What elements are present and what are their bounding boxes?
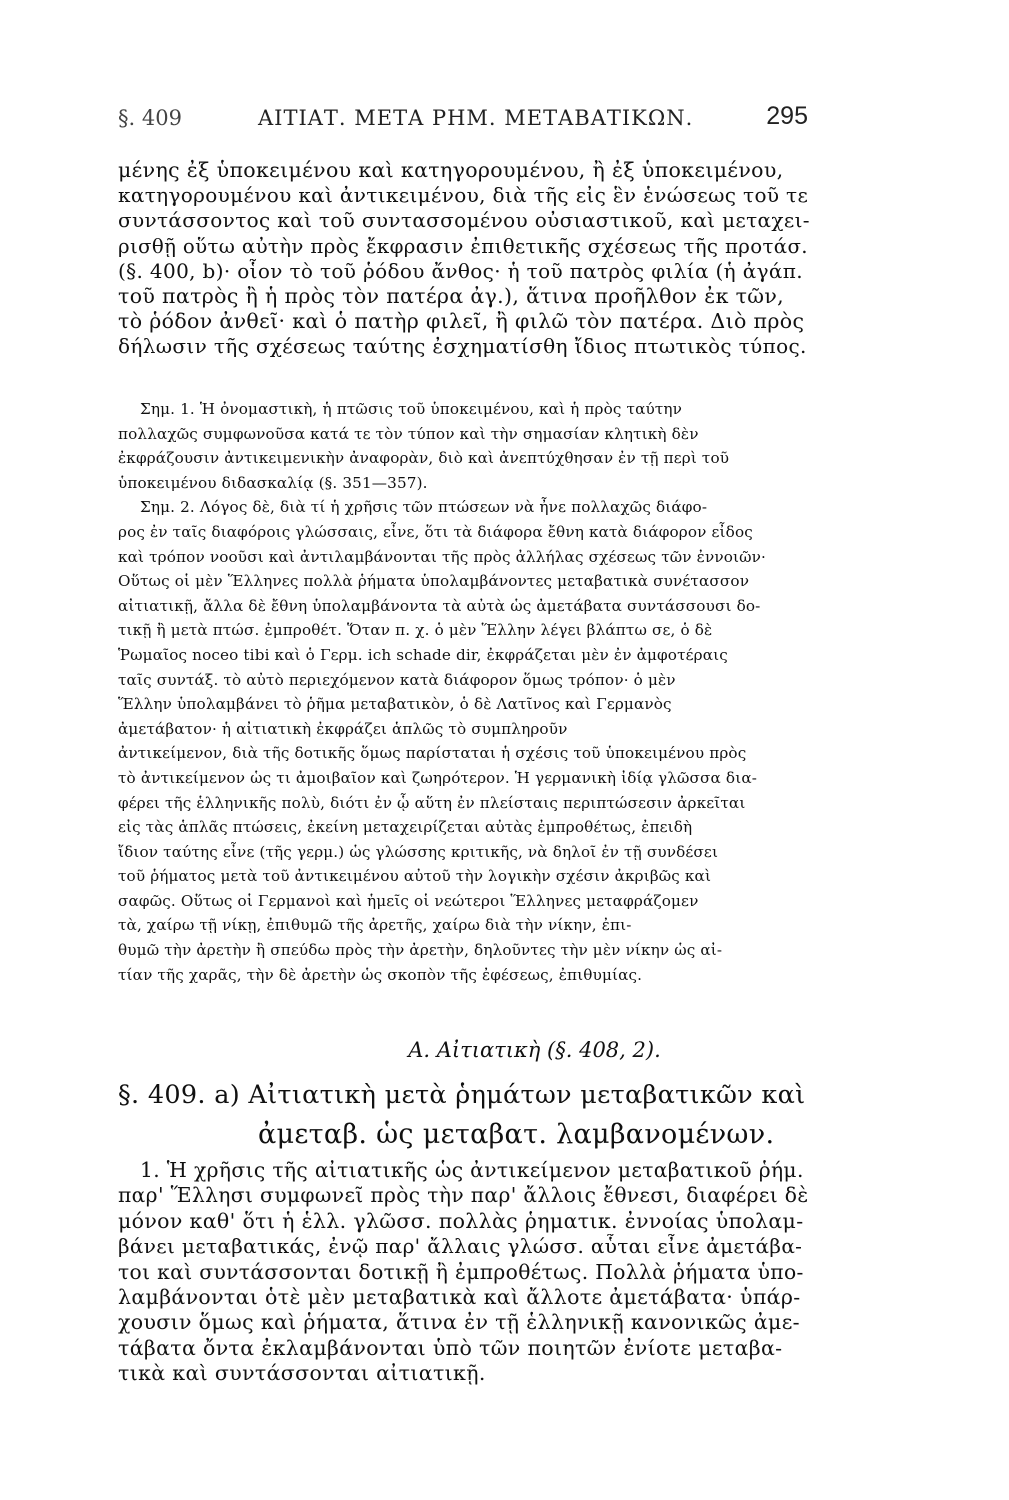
notes-section [118, 397, 810, 987]
note-line: εἰς τὰς ἁπλᾶς πτώσεις, ἐκείνη μεταχειρίζεται αὐτὰς ἐμπροθέτως, ἐπειδὴ [118, 818, 693, 837]
text-line: ρισθῇ οὕτω αὐτὴν πρὸς ἔκφρασιν ἐπιθετικῆς σχέσεως τῆς προτάσ. [118, 234, 808, 258]
note-line: τὰ, χαίρω τῇ νίκῃ, ἐπιθυμῶ τῆς ἀρετῆς, χαίρω διὰ τὴν νίκην, ἐπι- [118, 916, 632, 935]
text-line: δήλωσιν τῆς σχέσεως ταύτης ἐσχηματίσθη ἴδιος πτωτικὸς τύπος. [118, 334, 807, 359]
note-line: Ῥωμαῖος noceo tibi καὶ ὁ Γερμ. ich schade dir, ἐκφράζεται μὲν ἐν ἀμφοτέραις [118, 645, 728, 664]
note-line: ἐκφράζουσιν ἀντικειμενικὴν ἀναφορὰν, διὸ καὶ ἀνεπτύχθησαν ἐν τῇ περὶ τοῦ [118, 449, 730, 468]
text-line: τὸ ῥόδον ἀνθεῖ· καὶ ὁ πατὴρ φιλεῖ, ἢ φιλῶ τὸν πατέρα. Διὸ πρὸς [118, 309, 805, 334]
note-line: Οὕτως οἱ μὲν Ἕλληνες πολλὰ ῥήματα ὑπολαμβάνοντες μεταβατικὰ συνέτασσον [118, 572, 750, 591]
note-line: Σημ. 1. Ἡ ὀνομαστικὴ, ἡ πτῶσις τοῦ ὑποκειμένου, καὶ ἡ πρὸς ταύτην [140, 400, 683, 418]
section-title-line: ἀμεταβ. ὡς μεταβατ. λαμβανομένων. [258, 1119, 775, 1150]
section-title [118, 1075, 810, 1155]
text-line: μόνον καθ' ὅτι ἡ ἑλλ. γλῶσσ. πολλὰς ῥηματικ. ἐννοίας ὑπολαμ- [118, 1208, 804, 1233]
section-reference: §. 409 [118, 106, 182, 130]
main-paragraph [118, 158, 810, 360]
text-line: παρ' Ἕλλησι συμφωνεῖ πρὸς τὴν παρ' ἄλλοις ἔθνεσι, διαφέρει δὲ [118, 1183, 809, 1208]
note-line: πολλαχῶς συμφωνοῦσα κατά τε τὸν τύπον καὶ τὴν σημασίαν κλητικὴ δὲν [118, 424, 699, 443]
note-line: σαφῶς. Οὕτως οἱ Γερμανοὶ καὶ ἡμεῖς οἱ νεώτεροι Ἕλληνες μεταφράζομεν [118, 891, 699, 910]
note-line: τοῦ ῥήματος μετὰ τοῦ ἀντικειμένου αὐτοῦ τὴν λογικὴν σχέσιν ἀκριβῶς καὶ [118, 867, 712, 886]
note-line: ἀντικείμενον, διὰ τῆς δοτικῆς ὅμως παρίσταται ἡ σχέσις τοῦ ὑποκειμένου πρὸς [118, 744, 747, 763]
text-line: βάνει μεταβατικάς, ἐνῷ παρ' ἄλλαις γλώσσ. αὗται εἶνε ἀμετάβα- [118, 1234, 803, 1259]
text-line: τοῦ πατρὸς ἢ ἡ πρὸς τὸν πατέρα ἀγ.), ἅτινα προῆλθον ἐκ τῶν, [118, 283, 785, 308]
note-line: καὶ τρόπον νοοῦσι καὶ ἀντιλαμβάνονται τῆς πρὸς ἀλλήλας σχέσεως τῶν ἐννοιῶν· [118, 547, 766, 566]
section-paragraph [118, 1158, 810, 1387]
subheading: Α. Αἰτιατικὴ (§. 408, 2). [408, 1038, 661, 1062]
text-line: τοι καὶ συντάσσονται δοτικῇ ἢ ἐμπροθέτως. Πολλὰ ῥήματα ὑπο- [118, 1259, 804, 1284]
text-line: λαμβάνονται ὁτὲ μὲν μεταβατικὰ καὶ ἄλλοτε ἀμετάβατα· ὑπάρ- [118, 1284, 801, 1309]
text-line: τάβατα ὄντα ἐκλαμβάνονται ὑπὸ τῶν ποιητῶν ἐνίοτε μεταβα- [118, 1335, 783, 1360]
note-line: τὸ ἀντικείμενον ὡς τι ἀμοιβαῖον καὶ ζωηρότερον. Ἡ γερμανικὴ ἰδίᾳ γλῶσσα δια- [118, 768, 758, 787]
note-line: ρος ἐν ταῖς διαφόροις γλώσσαις, εἶνε, ὅτι τὰ διάφορα ἔθνη κατὰ διάφορον εἶδος [118, 522, 753, 541]
note-line: ταῖς συντάξ. τὸ αὐτὸ περιεχόμενον κατὰ διάφορον ὅμως τρόπον· ὁ μὲν [118, 670, 676, 689]
note-line: ὑποκειμένου διδασκαλίᾳ (§. 351—357). [118, 473, 428, 492]
text-line: (§. 400, b)· οἷον τὸ τοῦ ῥόδου ἄνθος· ἡ τοῦ πατρὸς φιλία (ἡ ἀγάπ. [118, 258, 803, 283]
note-line: Σημ. 2. Λόγος δὲ, διὰ τί ἡ χρῆσις τῶν πτώσεων νὰ ἦνε πολλαχῶς διάφο- [140, 498, 708, 517]
text-line: 1. Ἡ χρῆσις τῆς αἰτιατικῆς ὡς ἀντικείμενον μεταβατικοῦ ῥήμ. [140, 1158, 804, 1182]
note-line: τίαν τῆς χαρᾶς, τὴν δὲ ἀρετὴν ὡς σκοπὸν τῆς ἐφέσεως, ἐπιθυμίας. [118, 965, 643, 984]
section-title-line: §. 409. a) Αἰτιατικὴ μετὰ ῥημάτων μεταβατικῶν καὶ [118, 1080, 806, 1110]
note-line: ἴδιον ταύτης εἶνε (τῆς γερμ.) ὡς γλώσσης κριτικῆς, νὰ δηλοῖ ἐν τῇ συνδέσει [118, 842, 719, 861]
note-line: αἰτιατικῇ, ἄλλα δὲ ἔθνη ὑπολαμβάνοντα τὰ αὐτὰ ὡς ἀμετάβατα συντάσσουσι δο- [118, 596, 761, 615]
text-line: μένης ἐξ ὑποκειμένου καὶ κατηγορουμένου, ἢ ἐξ ὑποκειμένου, [118, 158, 784, 182]
text-line: κατηγορουμένου καὶ ἀντικειμένου, διὰ τῆς εἰς ἓν ἑνώσεως τοῦ τε [118, 183, 809, 208]
note-line: θυμῶ τὴν ἀρετὴν ἢ σπεύδω πρὸς τὴν ἀρετὴν, δηλοῦντες τὴν μὲν νίκην ὡς αἰ- [118, 941, 723, 960]
note-line: φέρει τῆς ἑλληνικῆς πολὺ, διότι ἐν ᾧ αὕτη ἐν πλείσταις περιπτώσεσιν ἀρκεῖται [118, 793, 746, 812]
note-line: ἀμετάβατον· ἡ αἰτιατικὴ ἐκφράζει ἁπλῶς τὸ συμπληροῦν [118, 719, 568, 738]
text-line: χουσιν ὅμως καὶ ῥήματα, ἅτινα ἐν τῇ ἑλληνικῇ κανονικῶς ἀμε- [118, 1310, 800, 1335]
running-title: ΑΙΤΙΑΤ. ΜΕΤΑ ΡΗΜ. ΜΕΤΑΒΑΤΙΚΩΝ. [258, 106, 694, 130]
page-number: 295 [766, 102, 808, 130]
note-line: τικῇ ἢ μετὰ πτώσ. ἐμπροθέτ. Ὅταν π. χ. ὁ μὲν Ἕλλην λέγει βλάπτω σε, ὁ δὲ [118, 621, 713, 640]
note-line: Ἕλλην ὑπολαμβάνει τὸ ῥῆμα μεταβατικὸν, ὁ δὲ Λατῖνος καὶ Γερμανὸς [118, 695, 672, 714]
running-head [118, 102, 808, 138]
text-line: τικὰ καὶ συντάσσονται αἰτιατικῇ. [118, 1361, 486, 1386]
text-line: συντάσσοντος καὶ τοῦ συντασσομένου οὐσιαστικοῦ, καὶ μεταχει- [118, 208, 810, 233]
